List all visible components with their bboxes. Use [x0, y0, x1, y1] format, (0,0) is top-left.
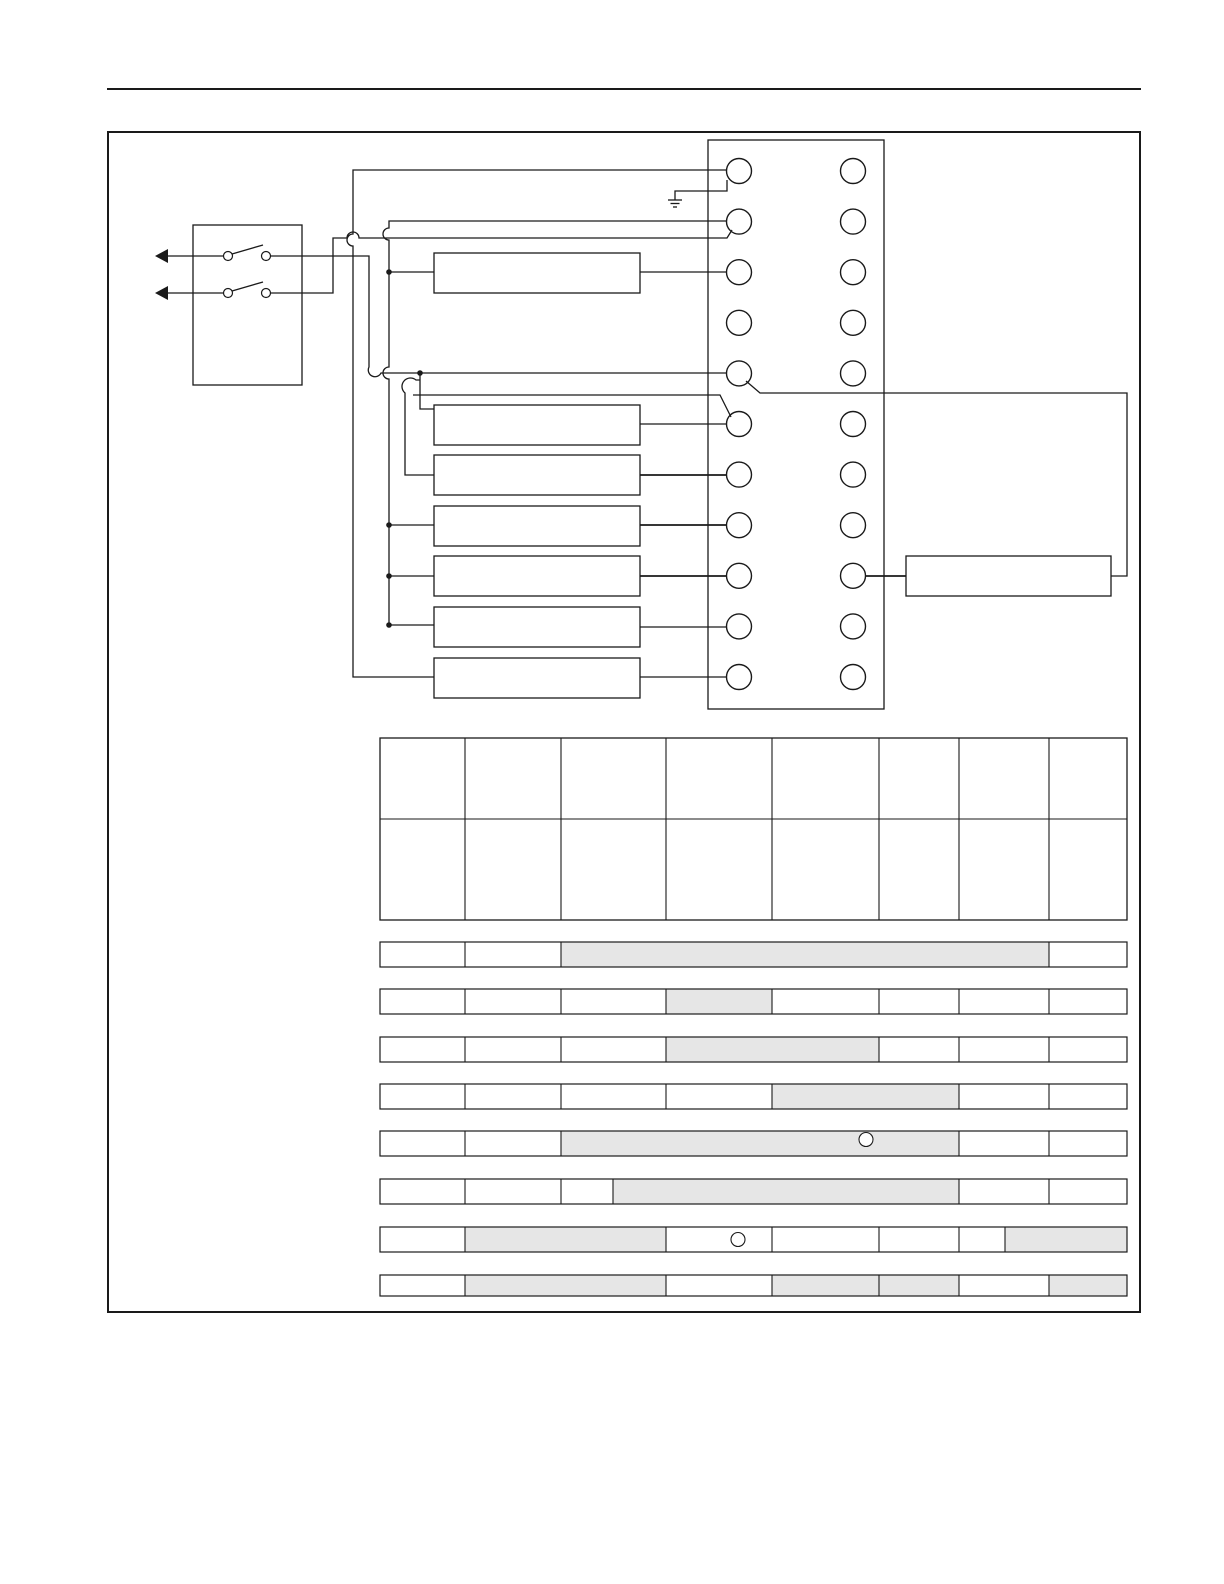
terminal-icon: [727, 260, 752, 285]
switch-blade: [232, 245, 263, 254]
shaded-interval: [772, 1275, 959, 1296]
timing-table: [380, 738, 1127, 1296]
component-box-3: [434, 455, 640, 495]
arrow-left-icon: [155, 286, 168, 300]
terminal-icon: [727, 665, 752, 690]
component-box-2: [434, 405, 640, 445]
shaded-interval: [561, 942, 1049, 967]
table-row-outline: [380, 1084, 1127, 1109]
component-boxes: [434, 253, 1111, 698]
component-box-7: [434, 658, 640, 698]
terminal-icon: [841, 310, 866, 335]
wire-switch-1: [270, 256, 727, 377]
switch-2: [155, 282, 271, 300]
terminal-icon: [727, 209, 752, 234]
terminal-icon: [841, 159, 866, 184]
shaded-interval: [666, 1037, 879, 1062]
ground-wire: [675, 180, 727, 200]
table-row: [380, 1227, 1127, 1252]
shaded-interval: [772, 1084, 959, 1109]
terminal-icon: [841, 260, 866, 285]
terminal-icon: [727, 563, 752, 588]
component-box-right: [906, 556, 1111, 596]
marker-circle-icon: [859, 1133, 873, 1147]
shaded-interval: [465, 1227, 666, 1252]
switch-contact-icon: [262, 289, 271, 298]
terminal-icon: [727, 310, 752, 335]
table-row: [380, 1179, 1127, 1204]
shaded-interval: [561, 1131, 959, 1156]
terminal-icon: [841, 665, 866, 690]
wire-right: [746, 381, 1127, 576]
component-box-1: [434, 253, 640, 293]
switch-contact-icon: [224, 289, 233, 298]
terminal-icon: [841, 209, 866, 234]
wire-switch-2: [270, 230, 732, 293]
shaded-interval: [666, 989, 772, 1014]
terminal-icon: [841, 361, 866, 386]
component-box-5: [434, 556, 640, 596]
table-header: [380, 738, 1127, 920]
terminal-icon: [727, 462, 752, 487]
switch-contact-icon: [224, 252, 233, 261]
shaded-interval: [1049, 1275, 1127, 1296]
arrow-left-icon: [155, 249, 168, 263]
wires: [270, 170, 1127, 677]
table-row: [380, 1037, 1127, 1062]
terminal-icon: [727, 614, 752, 639]
shaded-interval: [465, 1275, 666, 1296]
table-row: [380, 1084, 1127, 1109]
shaded-interval: [613, 1179, 959, 1204]
switch-contact-icon: [262, 252, 271, 261]
terminal-icon: [841, 462, 866, 487]
table-row: [380, 1131, 1127, 1156]
table-row: [380, 942, 1127, 967]
component-box-6: [434, 607, 640, 647]
ground-icon: [668, 200, 682, 207]
terminal-icon: [727, 159, 752, 184]
terminal-icon: [841, 563, 866, 588]
table-row: [380, 989, 1127, 1014]
terminal-icon: [841, 412, 866, 437]
terminal-group: [727, 159, 866, 690]
component-box-4: [434, 506, 640, 546]
table-row: [380, 1275, 1127, 1296]
shaded-interval: [1005, 1227, 1127, 1252]
switch-1: [155, 245, 271, 263]
wire-branch: [402, 373, 434, 475]
marker-circle-icon: [731, 1233, 745, 1247]
terminal-icon: [841, 614, 866, 639]
terminal-icon: [841, 513, 866, 538]
switch-blade: [232, 282, 263, 291]
terminal-icon: [727, 513, 752, 538]
